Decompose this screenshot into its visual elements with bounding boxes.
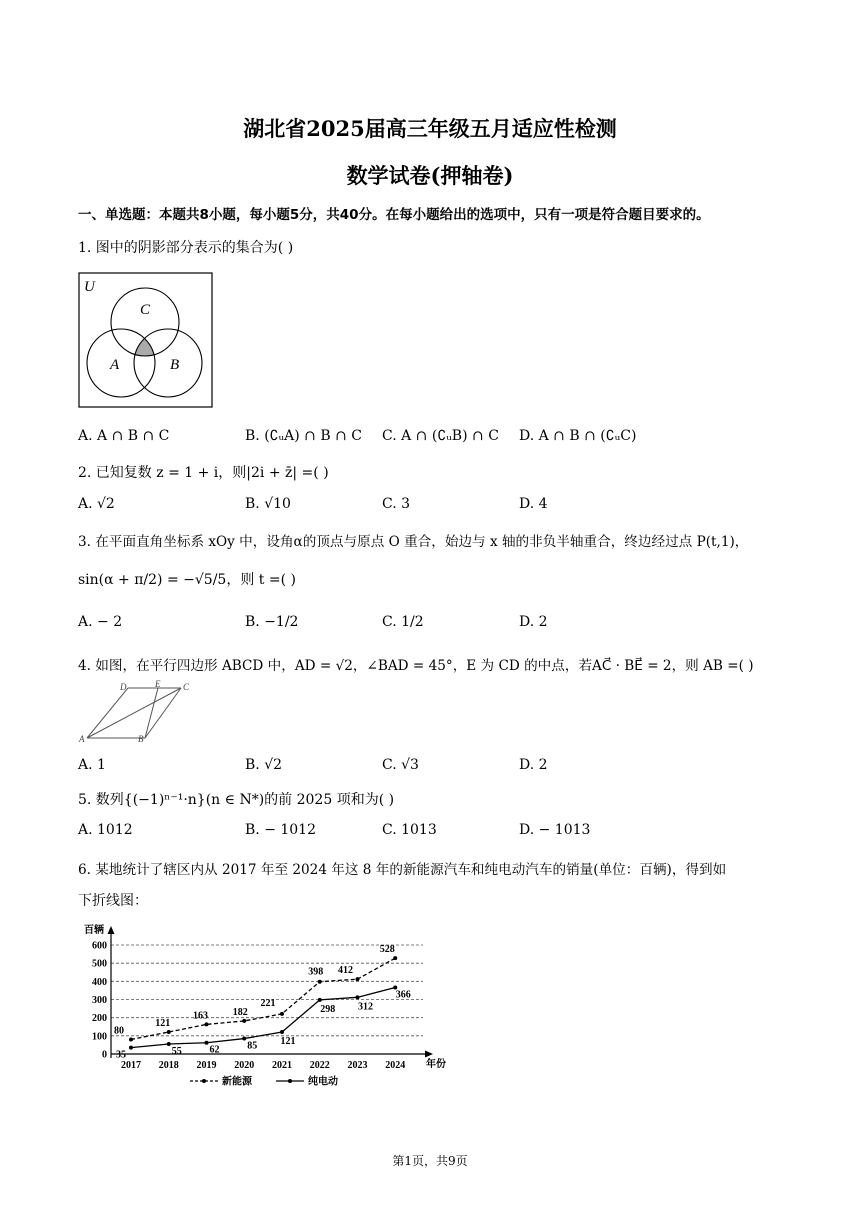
x-tick-label: 2024 — [385, 1060, 406, 1071]
data-label: 35 — [116, 1049, 126, 1061]
data-point — [205, 1022, 209, 1026]
label-b: B — [138, 734, 144, 744]
q1-option-c: C. A ∩ (∁ᵤB) ∩ C — [382, 428, 499, 444]
y-tick-label: 0 — [102, 1049, 107, 1061]
q5-option-d: D. − 1013 — [519, 822, 591, 838]
data-label: 121 — [155, 1018, 171, 1030]
q1-option-d: D. A ∩ B ∩ (∁ᵤC) — [519, 428, 637, 444]
y-tick-label: 100 — [92, 1031, 107, 1043]
q4-option-d: D. 2 — [519, 757, 548, 773]
sales-line-chart — [78, 918, 458, 1093]
data-point — [129, 1037, 133, 1041]
question-6-stem: 6. 某地统计了辖区内从 2017 年至 2024 年这 8 年的新能源汽车和纯电动汽车的销量(单位：百辆)，得到如 — [78, 862, 727, 878]
data-label: 528 — [379, 944, 395, 956]
x-tick-label: 2022 — [309, 1060, 330, 1071]
q4-option-c: C. √3 — [382, 757, 419, 773]
q3-option-c: C. 1/2 — [382, 614, 424, 630]
x-tick-label: 2017 — [121, 1060, 141, 1071]
circle-a — [87, 329, 155, 397]
data-label: 85 — [247, 1040, 258, 1052]
venn-diagram — [78, 272, 213, 409]
x-tick-label: 2023 — [347, 1060, 368, 1071]
data-point — [280, 1030, 284, 1034]
q5-option-c: C. 1013 — [382, 822, 437, 838]
data-label: 366 — [395, 989, 411, 1001]
x-axis-arrow — [425, 1051, 433, 1058]
label-c: C — [183, 682, 190, 692]
q1-option-b: B. (∁ᵤA) ∩ B ∩ C — [245, 428, 362, 444]
data-label: 80 — [114, 1025, 124, 1037]
x-tick-label: 2019 — [196, 1060, 217, 1071]
data-point — [129, 1046, 133, 1050]
y-tick-label: 300 — [92, 995, 107, 1006]
y-tick-label: 400 — [92, 976, 107, 988]
x-axis-label: 年份 — [426, 1059, 446, 1070]
legend-label: 纯电动 — [308, 1076, 338, 1088]
y-tick-label: 200 — [92, 1013, 107, 1025]
question-1-stem: 1. 图中的阴影部分表示的集合为( ) — [78, 240, 294, 256]
label-a: A — [110, 357, 120, 373]
label-a: A — [79, 734, 85, 744]
label-c: C — [140, 302, 151, 318]
q2-option-d: D. 4 — [519, 496, 548, 512]
data-point — [318, 998, 322, 1002]
circle-b — [134, 329, 202, 397]
y-tick-label: 500 — [92, 958, 107, 970]
data-point — [167, 1030, 171, 1034]
data-label: 121 — [280, 1036, 296, 1048]
q2-option-a: A. √2 — [78, 496, 115, 512]
data-point — [318, 980, 322, 984]
data-point — [393, 956, 397, 960]
data-point — [167, 1042, 171, 1046]
legend-marker — [202, 1079, 206, 1083]
data-label: 62 — [209, 1044, 220, 1056]
question-3-stem-line2: sin(α + π/2) = −√5/5，则 t =( ) — [78, 572, 296, 588]
q1-option-a: A. A ∩ B ∩ C — [78, 428, 170, 444]
q5-option-a: A. 1012 — [78, 822, 133, 838]
data-point — [205, 1041, 209, 1045]
data-label: 412 — [338, 965, 353, 977]
data-point — [280, 1012, 284, 1016]
q4-option-b: B. √2 — [245, 757, 283, 773]
question-6-stem-line2: 下折线图： — [78, 893, 148, 909]
data-point — [356, 977, 360, 981]
data-label: 398 — [308, 966, 324, 978]
section-heading: 一、单选题：本题共8小题，每小题5分，共40分。在每小题给出的选项中，只有一项是符合题目要求的。 — [78, 207, 710, 223]
page-footer: 第1页，共9页 — [392, 1154, 468, 1168]
legend-marker — [288, 1079, 292, 1083]
y-tick-label: 600 — [92, 940, 107, 952]
label-e: E — [155, 680, 161, 689]
x-tick-label: 2018 — [158, 1060, 179, 1071]
q2-option-c: C. 3 — [382, 496, 411, 512]
question-5-stem: 5. 数列{(−1)ⁿ⁻¹·n}(n ∈ N*)的前 2025 项和为( ) — [78, 792, 395, 808]
data-label: 298 — [320, 1003, 336, 1015]
q4-option-a: A. 1 — [78, 757, 106, 773]
legend-label: 新能源 — [222, 1076, 252, 1088]
data-label: 312 — [358, 1001, 373, 1013]
q3-option-a: A. − 2 — [78, 614, 123, 630]
q3-option-d: D. 2 — [519, 614, 548, 630]
question-4-stem: 4. 如图，在平行四边形 ABCD 中，AD = √2，∠BAD = 45°，E 为 CD 的中点，若AC⃗ · BE⃗ = 2，则 AB =( ) — [78, 658, 754, 674]
x-tick-label: 2020 — [234, 1060, 255, 1071]
data-point — [242, 1037, 246, 1041]
q2-option-b: B. √10 — [245, 496, 291, 512]
y-axis-label: 百辆 — [84, 925, 104, 936]
question-2-stem: 2. 已知复数 z = 1 + i，则|2i + z̄| =( ) — [78, 465, 329, 481]
data-point — [242, 1019, 246, 1023]
label-u: U — [84, 279, 95, 295]
label-d: D — [120, 682, 127, 692]
page-subtitle: 数学试卷(押轴卷) — [346, 163, 514, 188]
y-axis-arrow — [108, 926, 115, 934]
data-label: 163 — [193, 1010, 208, 1022]
page-title: 湖北省2025届高三年级五月适应性检测 — [243, 116, 617, 141]
data-label: 55 — [171, 1046, 182, 1058]
q5-option-b: B. − 1012 — [245, 822, 316, 838]
label-b: B — [170, 357, 180, 373]
q3-option-b: B. −1/2 — [245, 614, 299, 630]
x-tick-label: 2021 — [272, 1060, 292, 1071]
question-3-stem: 3. 在平面直角坐标系 xOy 中，设角α的顶点与原点 O 重合，始边与 x 轴的非负半轴重合，终边经过点 P(t,1)， — [78, 534, 749, 550]
parallelogram-figure — [78, 680, 198, 744]
data-label: 221 — [260, 997, 276, 1009]
data-label: 182 — [232, 1006, 248, 1018]
data-point — [356, 995, 360, 999]
